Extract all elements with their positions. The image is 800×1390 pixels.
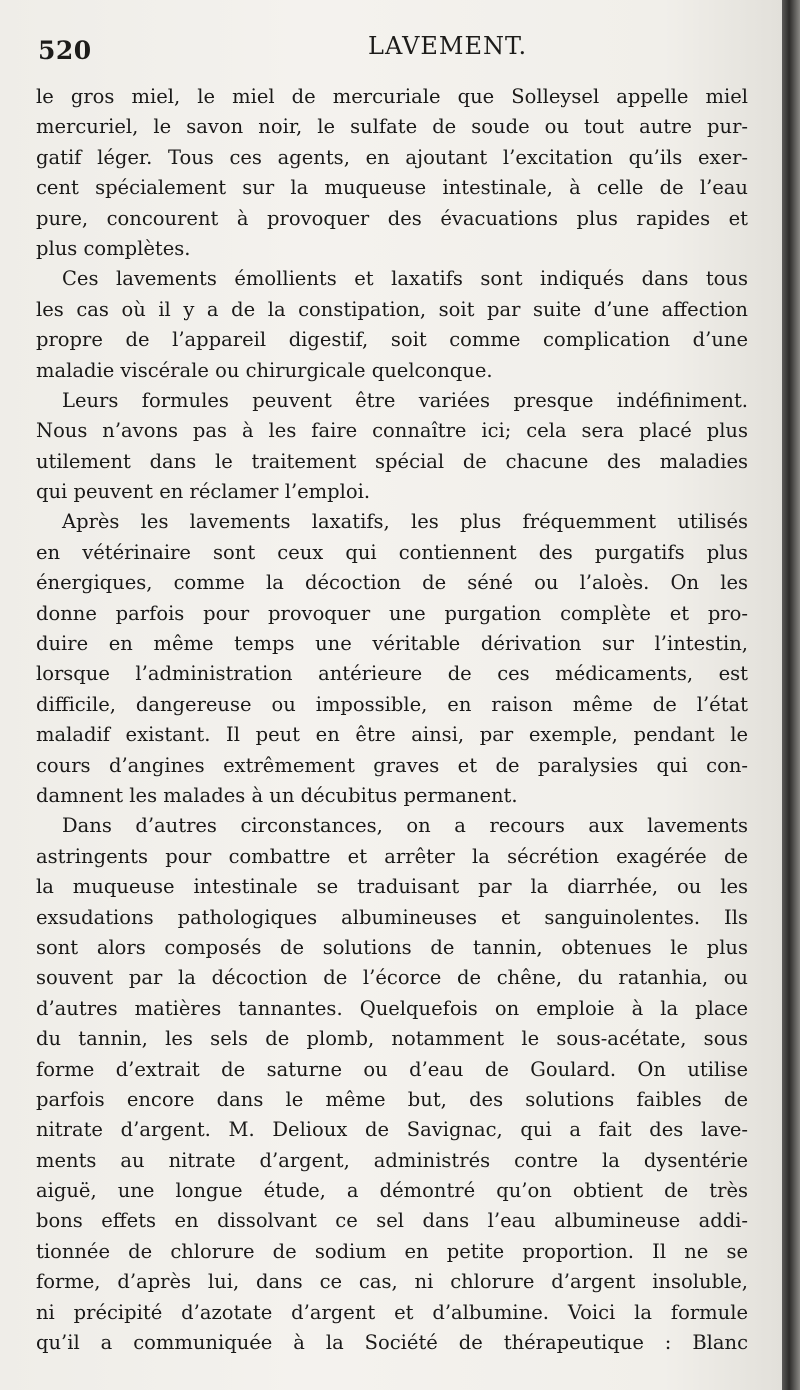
text-line: cours d’angines extrêmement graves et de paralysies qui con-: [36, 753, 748, 777]
text-line: maladif existant. Il peut en être ainsi, par exemple, pendant le: [36, 723, 748, 747]
text-line: difficile, dangereuse ou impossible, en raison même de l’état: [36, 692, 748, 716]
text-line: qui peuvent en réclamer l’emploi.: [36, 480, 371, 504]
text-line: plus complètes.: [36, 236, 191, 260]
text-line: forme, d’après lui, dans ce cas, ni chlorure d’argent insoluble,: [36, 1270, 748, 1294]
text-line: duire en même temps une véritable dérivation sur l’intestin,: [36, 632, 748, 656]
text-line: Nous n’avons pas à les faire connaître ici; cela sera placé plus: [36, 419, 748, 443]
text-line: souvent par la décoction de l’écorce de chêne, du ratanhia, ou: [36, 966, 748, 990]
page-header: [38, 28, 738, 68]
text-line: parfois encore dans le même but, des solutions faibles de: [36, 1087, 748, 1111]
text-line: propre de l’appareil digestif, soit comme complication d’une: [36, 328, 748, 352]
text-line: ments au nitrate d’argent, administrés contre la dysentérie: [36, 1148, 748, 1172]
text-line: utilement dans le traitement spécial de chacune des maladies: [36, 449, 748, 473]
text-line: d’autres matières tannantes. Quelquefois on emploie à la place: [36, 996, 748, 1020]
running-title: LAVEMENT.: [368, 32, 528, 60]
text-line: la muqueuse intestinale se traduisant par la diarrhée, ou les: [36, 875, 748, 899]
text-line: cent spécialement sur la muqueuse intestinale, à celle de l’eau: [36, 176, 748, 200]
text-line: maladie viscérale ou chirurgicale quelconque.: [36, 358, 493, 382]
text-line: nitrate d’argent. M. Delioux de Savignac, qui a fait des lave-: [36, 1118, 748, 1142]
text-line: Dans d’autres circonstances, on a recours aux lavements: [62, 814, 748, 838]
text-line: du tannin, les sels de plomb, notamment le sous-acétate, sous: [36, 1027, 748, 1051]
text-line: sont alors composés de solutions de tannin, obtenues le plus: [36, 935, 748, 959]
text-line: qu’il a communiquée à la Société de thérapeutique : Blanc: [36, 1331, 748, 1355]
text-line: Après les lavements laxatifs, les plus fréquemment utilisés: [62, 510, 748, 534]
text-line: Leurs formules peuvent être variées presque indéfiniment.: [62, 388, 748, 412]
text-line: forme d’extrait de saturne ou d’eau de Goulard. On utilise: [36, 1057, 748, 1081]
text-line: tionnée de chlorure de sodium en petite proportion. Il ne se: [36, 1239, 748, 1263]
text-line: damnent les malades à un décubitus permanent.: [36, 783, 518, 807]
text-line: aiguë, une longue étude, a démontré qu’on obtient de très: [36, 1179, 748, 1203]
text-line: astringents pour combattre et arrêter la sécrétion exagérée de: [36, 844, 748, 868]
text-line: lorsque l’administration antérieure de ces médicaments, est: [36, 662, 748, 686]
text-line: le gros miel, le miel de mercuriale que Solleysel appelle miel: [36, 85, 748, 108]
text-line: pure, concourent à provoquer des évacuations plus rapides et: [36, 206, 748, 230]
text-line: Ces lavements émollients et laxatifs sont indiqués dans tous: [62, 267, 748, 291]
text-line: gatif léger. Tous ces agents, en ajoutant l’excitation qu’ils exer-: [36, 145, 748, 169]
text-line: ni précipité d’azotate d’argent et d’albumine. Voici la formule: [36, 1300, 748, 1324]
text-line: donne parfois pour provoquer une purgation complète et pro-: [36, 601, 748, 625]
body-text: [36, 82, 748, 1358]
text-line: énergiques, comme la décoction de séné ou l’aloès. On les: [36, 571, 748, 595]
page-number: 520: [38, 36, 92, 65]
text-line: exsudations pathologiques albumineuses et sanguinolentes. Ils: [36, 905, 748, 929]
text-line: les cas où il y a de la constipation, soit par suite d’une affection: [36, 297, 748, 321]
book-spine-edge: [782, 0, 800, 1390]
text-line: bons effets en dissolvant ce sel dans l’eau albumineuse addi-: [36, 1209, 748, 1233]
text-line: mercuriel, le savon noir, le sulfate de soude ou tout autre pur-: [36, 115, 748, 139]
text-line: en vétérinaire sont ceux qui contiennent des purgatifs plus: [36, 540, 748, 564]
